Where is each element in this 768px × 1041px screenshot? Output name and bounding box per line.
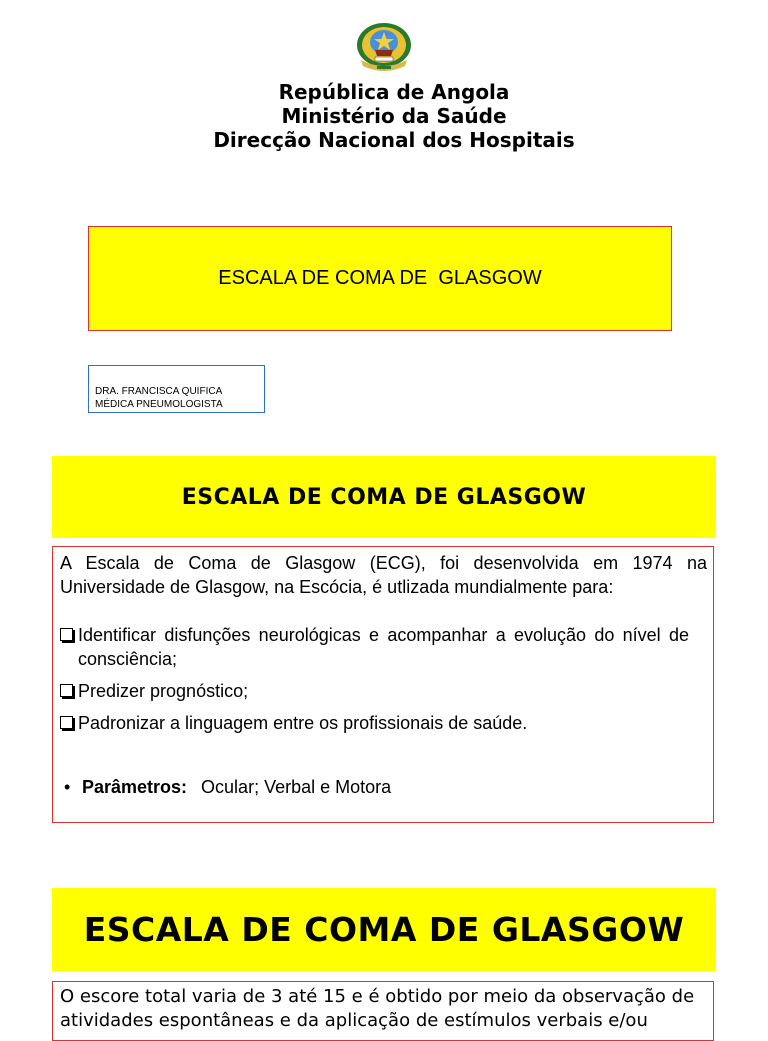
document-title-box bbox=[88, 226, 672, 331]
list-item bbox=[60, 623, 707, 671]
section-heading-banner-large bbox=[52, 888, 716, 971]
list-item-text: Padronizar a linguagem entre os profissionais de saúde. bbox=[78, 713, 528, 733]
checkbox-bullet-icon bbox=[60, 679, 78, 703]
angola-coat-of-arms-icon bbox=[349, 20, 419, 76]
header-country: República de Angola bbox=[278, 80, 510, 104]
parameters-label: Parâmetros: bbox=[82, 777, 188, 797]
parameters-value: Ocular; Verbal e Motora bbox=[201, 777, 392, 797]
list-item bbox=[60, 711, 707, 735]
bullet-dot-icon: • bbox=[64, 777, 71, 797]
header-ministry: Ministério da Saúde bbox=[281, 104, 507, 128]
author-name: DRA. FRANCISCA QUIFICA bbox=[95, 386, 223, 397]
intro-paragraph: A Escala de Coma de Glasgow (ECG), foi desenvolvida em 1974 na Universidade de Glasgow, na Escócia, é utlizada mundialmente para: bbox=[60, 553, 707, 597]
parameters-row bbox=[60, 775, 707, 799]
section-heading-banner bbox=[52, 456, 716, 538]
list-item-text: Predizer prognóstico; bbox=[78, 681, 249, 701]
institution-header bbox=[0, 80, 768, 152]
score-description-box bbox=[52, 981, 714, 1041]
checkbox-bullet-icon bbox=[60, 623, 78, 671]
section-content-box bbox=[52, 546, 714, 823]
checkbox-bullet-icon bbox=[60, 711, 78, 735]
header-directorate: Direcção Nacional dos Hospitais bbox=[213, 128, 575, 152]
list-item-text: Identificar disfunções neurológicas e acompanhar a evolução do nível de consciência; bbox=[78, 625, 689, 669]
score-description: O escore total varia de 3 até 15 e é obtido por meio da observação de atividades espontâneas e da aplicação de estímulos verbais e/ou bbox=[60, 986, 695, 1031]
section-heading-large: ESCALA DE COMA DE GLASGOW bbox=[83, 910, 685, 949]
author-box bbox=[88, 365, 265, 413]
section-heading: ESCALA DE COMA DE GLASGOW bbox=[181, 484, 587, 510]
document-title: ESCALA DE COMA DE GLASGOW bbox=[218, 267, 542, 289]
list-item bbox=[60, 679, 707, 703]
author-role: MÉDICA PNEUMOLOGISTA bbox=[95, 399, 223, 410]
